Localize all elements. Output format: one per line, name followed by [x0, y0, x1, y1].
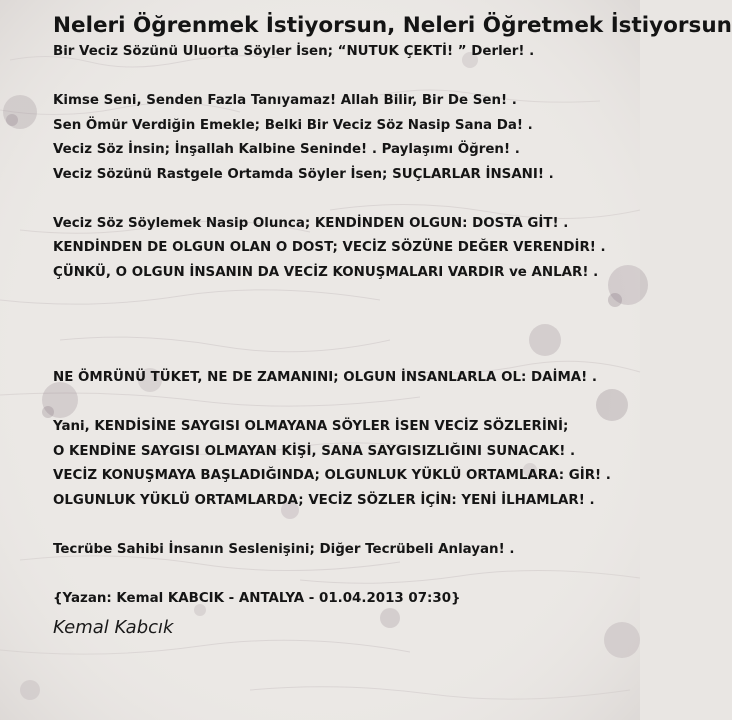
stanza3-line-2: O KENDİNE SAYGISI OLMAYAN KİŞİ, SANA SAYGISIZLIĞINI SUNACAK! . — [53, 443, 576, 459]
spacer — [53, 187, 640, 212]
intro-line: Bir Veciz Sözünü Uluorta Söyler İsen; “NUTUK ÇEKTİ! ” Derler! . — [53, 44, 535, 59]
spacer — [53, 285, 640, 366]
spacer — [53, 513, 640, 538]
stanza3-line-1: Yani, KENDİSİNE SAYGISI OLMAYANA SÖYLER İSEN VECİZ SÖZLERİNİ; — [53, 419, 569, 434]
stanza2-line-1: Veciz Söz Söylemek Nasip Olunca; KENDİNDEN OLGUN: DOSTA GİT! . — [53, 215, 569, 231]
stanza1-line-2: Sen Ömür Verdiğin Emekle; Belki Bir Veciz Söz Nasip Sana Da! . — [53, 117, 533, 133]
spacer — [53, 391, 640, 416]
page-title: Neleri Öğrenmek İstiyorsun, Neleri Öğretmek İstiyorsun — [53, 13, 732, 38]
stanza1-line-1: Kimse Seni, Senden Fazla Tanıyamaz! Allah Bilir, Bir De Sen! . — [53, 93, 517, 108]
closing-line: Tecrübe Sahibi İnsanın Seslenişini; Diğer Tecrübeli Anlayan! . — [53, 541, 515, 557]
standalone-line: NE ÖMRÜNÜ TÜKET, NE DE ZAMANINI; OLGUN İNSANLARLA OL: DAİMA! . — [53, 370, 598, 385]
stanza2-line-3: ÇÜNKÜ, O OLGUN İNSANIN DA VECİZ KONUŞMALARI VARDIR ve ANLAR! . — [53, 264, 599, 280]
author-signature: Kemal Kabcık — [53, 617, 174, 638]
spacer — [53, 65, 640, 90]
byline: {Yazan: Kemal KABCIK - ANTALYA - 01.04.2013 07:30} — [53, 590, 461, 606]
stanza1-line-3: Veciz Söz İnsin; İnşallah Kalbine Seninde! . Paylaşımı Öğren! . — [53, 142, 520, 157]
stanza1-line-4: Veciz Sözünü Rastgele Ortamda Söyler İsen; SUÇLARLAR İNSANI! . — [53, 166, 554, 182]
stanza3-line-4: OLGUNLUK YÜKLÜ ORTAMLARDA; VECİZ SÖZLER İÇİN: YENİ İLHAMLAR! . — [53, 492, 595, 508]
spacer — [53, 562, 640, 587]
stanza3-line-3: VECİZ KONUŞMAYA BAŞLADIĞINDA; OLGUNLUK YÜKLÜ ORTAMLARA: GİR! . — [53, 468, 611, 483]
stanza2-line-2: KENDİNDEN DE OLGUN OLAN O DOST; VECİZ SÖZÜNE DEĞER VERENDİR! . — [53, 240, 606, 255]
article — [53, 12, 732, 641]
